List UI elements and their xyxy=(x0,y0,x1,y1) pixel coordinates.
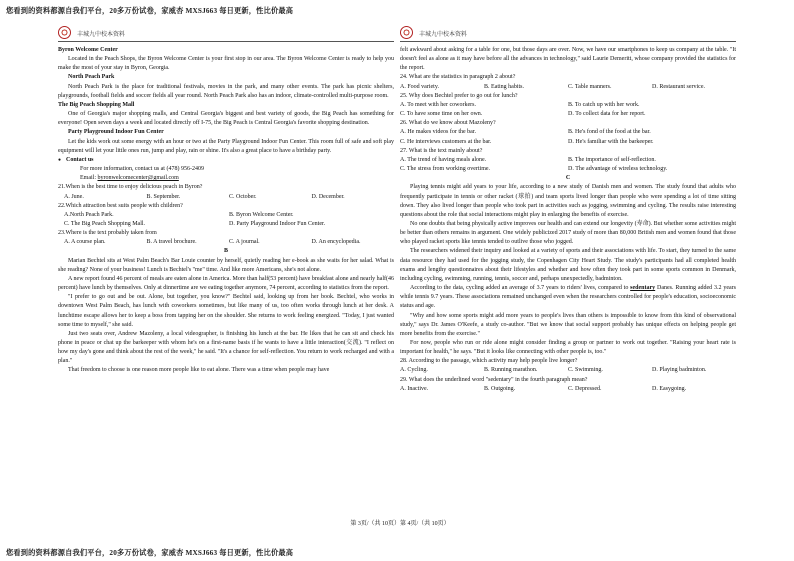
options-21 xyxy=(58,193,394,202)
section-title: Byron Welcome Center xyxy=(58,47,118,53)
option[interactable]: B. The importance of self-reflection. xyxy=(568,156,656,163)
option[interactable]: C. Depressed. xyxy=(568,385,602,392)
section-letter: C xyxy=(565,175,571,182)
section-title: The Big Peach Shopping Mall xyxy=(58,101,135,108)
paragraph: North Peach Park is the place for traditional festivals, movies in the park, and many other events. The park has picnic shelters, playgrounds, football fields and soccer fields all year round. North Peach Park also has an indoor, climate-controlled multi-purpose room. xyxy=(58,83,394,99)
option[interactable]: A. Inactive. xyxy=(400,385,429,392)
option[interactable]: C. The stress from working overtime. xyxy=(400,166,491,173)
email-link[interactable]: byronwelcomecenter@gmail.com xyxy=(97,175,179,182)
options-28 xyxy=(400,366,736,375)
option[interactable]: A. He makes videos for the bar. xyxy=(400,129,476,136)
option[interactable]: D. Easygoing. xyxy=(652,385,687,392)
text-run: According to the data, cycling added an average of 3.7 years to riders' lives, compared to xyxy=(410,285,631,292)
paragraph: For now, people who run or ride alone might consider finding a group or partner to work out together. "Raising your heart rate is important for health," he says. "But it looks like connecting with other people is, too." xyxy=(400,340,736,356)
question-23: 23.Where is the text probably taken from xyxy=(58,230,157,237)
paragraph: One of Georgia's major shopping malls, and Central Georgia's biggest and best variety of goods, the Big Peach has something for everyone! Open seven days a week and located directly off I-75, the Big Peach is Central Georgia's favorite shopping destination. xyxy=(58,111,394,127)
question-24: 24. What are the statistics in paragraph 2 about? xyxy=(400,74,516,81)
option[interactable]: D. To collect data for her report. xyxy=(568,111,646,118)
option[interactable]: B. To catch up with her work. xyxy=(568,101,640,108)
option[interactable]: B. Outgoing. xyxy=(484,385,516,392)
option[interactable]: D. Playing badminton. xyxy=(652,367,707,374)
option[interactable]: C. To have some time on her own. xyxy=(400,111,483,118)
paragraph: A new report found 46 percent of meals are eaten alone in America. More than half(53 percent) have breakfast alone and nearly half(46 percent) have lunch by themselves. Only at dinnertime are we eating together anymore, 74 percent, according to statistics from the report. xyxy=(58,275,394,292)
option[interactable]: A. Food variety. xyxy=(400,83,439,90)
text-run: Danes. Running added 3.2 years while tennis 9.7 years. These associations remained unchanged even when the researchers controlled for people's education, socioeconomic status and age. xyxy=(400,285,736,310)
paragraph: "Why and how some sports might add more years to people's lives than others is impossible to know from this kind of observational study," says Dr. James O'Keefe, a study co-author. "But we know that social support probably has unique effects on helping people get more benefits from the exercise." xyxy=(400,312,736,337)
option[interactable]: A.North Peach Park. xyxy=(64,211,114,218)
section-title: Party Playground Indoor Fun Center xyxy=(68,129,164,136)
question-25: 25. Why does Bechtel prefer to go out for lunch? xyxy=(400,92,518,99)
paragraph xyxy=(400,284,736,311)
underlined-word: sedentary xyxy=(630,285,656,292)
option[interactable]: D. December. xyxy=(311,193,345,200)
contact-title: ● Contact us xyxy=(58,156,394,165)
options-25a xyxy=(400,101,736,110)
page-footer: 第 3页/（共 10页）第 4页/（共 10页） xyxy=(350,521,450,527)
paragraph: Marian Bechtel sits at West Palm Beach's Bar Louie counter by herself, quietly reading her e-book as she waits for her salad. What is she reading? None of your business! Lunch is Bechtel's "me" time. And like more Americans, she's not alone. xyxy=(58,257,394,273)
option[interactable]: D. Party Playground Indoor Fun Center. xyxy=(229,220,326,227)
bottom-banner: 您看到的资料都源自我们平台，20多万份试卷，家威杏 MXSJ663 每日更新，性比价最高 xyxy=(6,549,294,557)
option[interactable]: B. He's fond of the food at the bar. xyxy=(568,129,651,136)
paragraph: No one doubts that being physically active improves our health and can extend our longevity (寿命). But whether some activities might be better than others remains in argument. One widely publicized 2017 study of more than 80,000 British men and women found that those who played racket sports like tennis tended to outlive those who jogged. xyxy=(400,220,736,246)
option[interactable]: C. Swimming. xyxy=(568,367,603,374)
option[interactable]: B. Running marathon. xyxy=(484,367,538,374)
options-23 xyxy=(58,238,394,247)
option[interactable]: D. An encyclopedia. xyxy=(311,239,361,246)
options-27a xyxy=(400,156,736,165)
option[interactable]: C. A journal. xyxy=(229,239,260,246)
paragraph: "I prefer to go out and be out. Alone, but together, you know?" Bechtel said, looking up from her book. Bechtel, who works in downtown West Palm Beach, has lunch with coworkers sometimes, but like many of us, too often works through lunch at her desk. A lunchtime escape allows her to keep a boss from tapping her on the shoulder. She returns to work feeling energized. "Today, I just wanted some time to myself," she said. xyxy=(58,294,394,328)
option[interactable]: A. To meet with her coworkers. xyxy=(400,101,476,108)
option[interactable]: B. September. xyxy=(146,193,181,200)
options-26a xyxy=(400,128,736,137)
paragraph: felt awkward about asking for a table for one, but those days are over. Now, we have our smartphones to keep us company at the table. "It doesn't feel as alone as it may have before all the advances in technology," said Laurie Demeritt, whose company provided the statistics for the report. xyxy=(400,47,736,72)
question-29: 29. What does the underlined word "sedentary" in the fourth paragraph mean? xyxy=(400,376,588,383)
options-26b xyxy=(400,138,736,147)
header-school-name: 丰城九中校本资料 xyxy=(419,31,468,38)
option[interactable]: B. Byron Welcome Center. xyxy=(229,211,294,218)
option[interactable]: C. Table manners. xyxy=(568,83,612,90)
question-22: 22.Which attraction best suits people with children? xyxy=(58,202,183,209)
options-24 xyxy=(400,83,736,92)
paragraph: Just two seats over, Andrew Mazoleny, a local videographer, is finishing his lunch at the bar. He likes that he can sit and check his phone in peace or chat up the barkeeper with whom he's on a first-name basis if he wants to have a little interaction(交流). "I reflect on how my day's gone and think about the rest of the week," he said. "It's a chance for self-reflection. You return to work recharged and with a plan." xyxy=(58,330,394,365)
section-letter: B xyxy=(223,248,228,255)
option[interactable]: C. The Big Peach Shopping Mall. xyxy=(64,220,146,227)
option[interactable]: D. He's familiar with the barkeeper. xyxy=(568,138,654,145)
school-seal-icon xyxy=(400,26,413,39)
right-page xyxy=(400,46,736,512)
option[interactable]: D. Restaurant service. xyxy=(652,83,705,90)
options-22b xyxy=(58,220,394,229)
paragraph: That freedom to choose is one reason more people like to eat alone. There was a time when people may have xyxy=(68,367,330,374)
question-21: 21.When is the best time to enjoy delicious peach in Byron? xyxy=(58,184,203,191)
question-27: 27. What is the text mainly about? xyxy=(400,147,483,154)
paragraph: Playing tennis might add years to your life, according to a new study of Danish men and women. The study found that adults who frequently participate in tennis or other racket (球拍) and team sports lived longer than people who were spending a lot of time sitting down. They also lived longer than people who took part in activities such as jogging, swimming and cycling. The results raise interesting questions about the role that social interactions might play in enlarging the benefits of exercise. xyxy=(400,184,736,218)
option[interactable]: B. A travel brochure. xyxy=(146,239,197,246)
contact-line: For more information, contact us at (478) 956-2409 xyxy=(80,166,204,173)
option[interactable]: A. June. xyxy=(64,193,84,200)
option[interactable]: B. Eating habits. xyxy=(484,83,524,90)
options-25b xyxy=(400,110,736,119)
email-label: Email: xyxy=(80,175,98,182)
question-28: 28. According to the passage, which activity may help people live longer? xyxy=(400,358,578,365)
right-page-header xyxy=(400,26,736,42)
options-27b xyxy=(400,165,736,174)
options-29 xyxy=(400,385,736,394)
section-title: North Peach Park xyxy=(68,74,115,81)
school-seal-icon xyxy=(58,26,71,39)
option[interactable]: A. Cycling. xyxy=(400,367,428,374)
option[interactable]: A. A course plan. xyxy=(64,239,106,246)
paragraph: The researchers widened their inquiry and looked at a variety of sports and their associations with life. To start, they turned to the same data resource they had used for the jogging study, the Copenhagen City Heart Study. The study's participants had all completed health exams and lengthy questionnaires about their lifestyles and whether and how often they took part in some sports common in Denmark, including cycling, swimming, running, tennis, soccer and, perhaps unexpectedly, badminton. xyxy=(400,248,736,282)
left-page xyxy=(58,46,394,512)
paragraph: Let the kids work out some energy with an hour or two at the Party Playground Indoor Fun Center. This room full of safe and soft play equipment will let your little ones run, jump and play, rain or shine. It's also a great place to have a birthday party. xyxy=(58,138,394,154)
left-page-header xyxy=(58,26,394,42)
question-26: 26. What do we know about Mazoleny? xyxy=(400,120,496,127)
options-22a xyxy=(58,211,394,220)
option[interactable]: C. October. xyxy=(229,193,257,200)
top-banner: 您看到的资料都源自我们平台，20多万份试卷，家威杏 MXSJ663 每日更新，性比价最高 xyxy=(6,7,294,15)
header-school-name: 丰城九中校本资料 xyxy=(77,31,126,38)
option[interactable]: D. The advantage of wireless technology. xyxy=(568,166,668,173)
email-line xyxy=(58,174,394,183)
option[interactable]: A. The trend of having meals alone. xyxy=(400,156,487,163)
paragraph: Located in the Peach Shops, the Byron Welcome Center is your first stop in our area. The Byron Welcome Center is ready to help you make the most of your stay in Byron, Georgia. xyxy=(58,56,394,72)
option[interactable]: C. He interviews customers at the bar. xyxy=(400,138,492,145)
